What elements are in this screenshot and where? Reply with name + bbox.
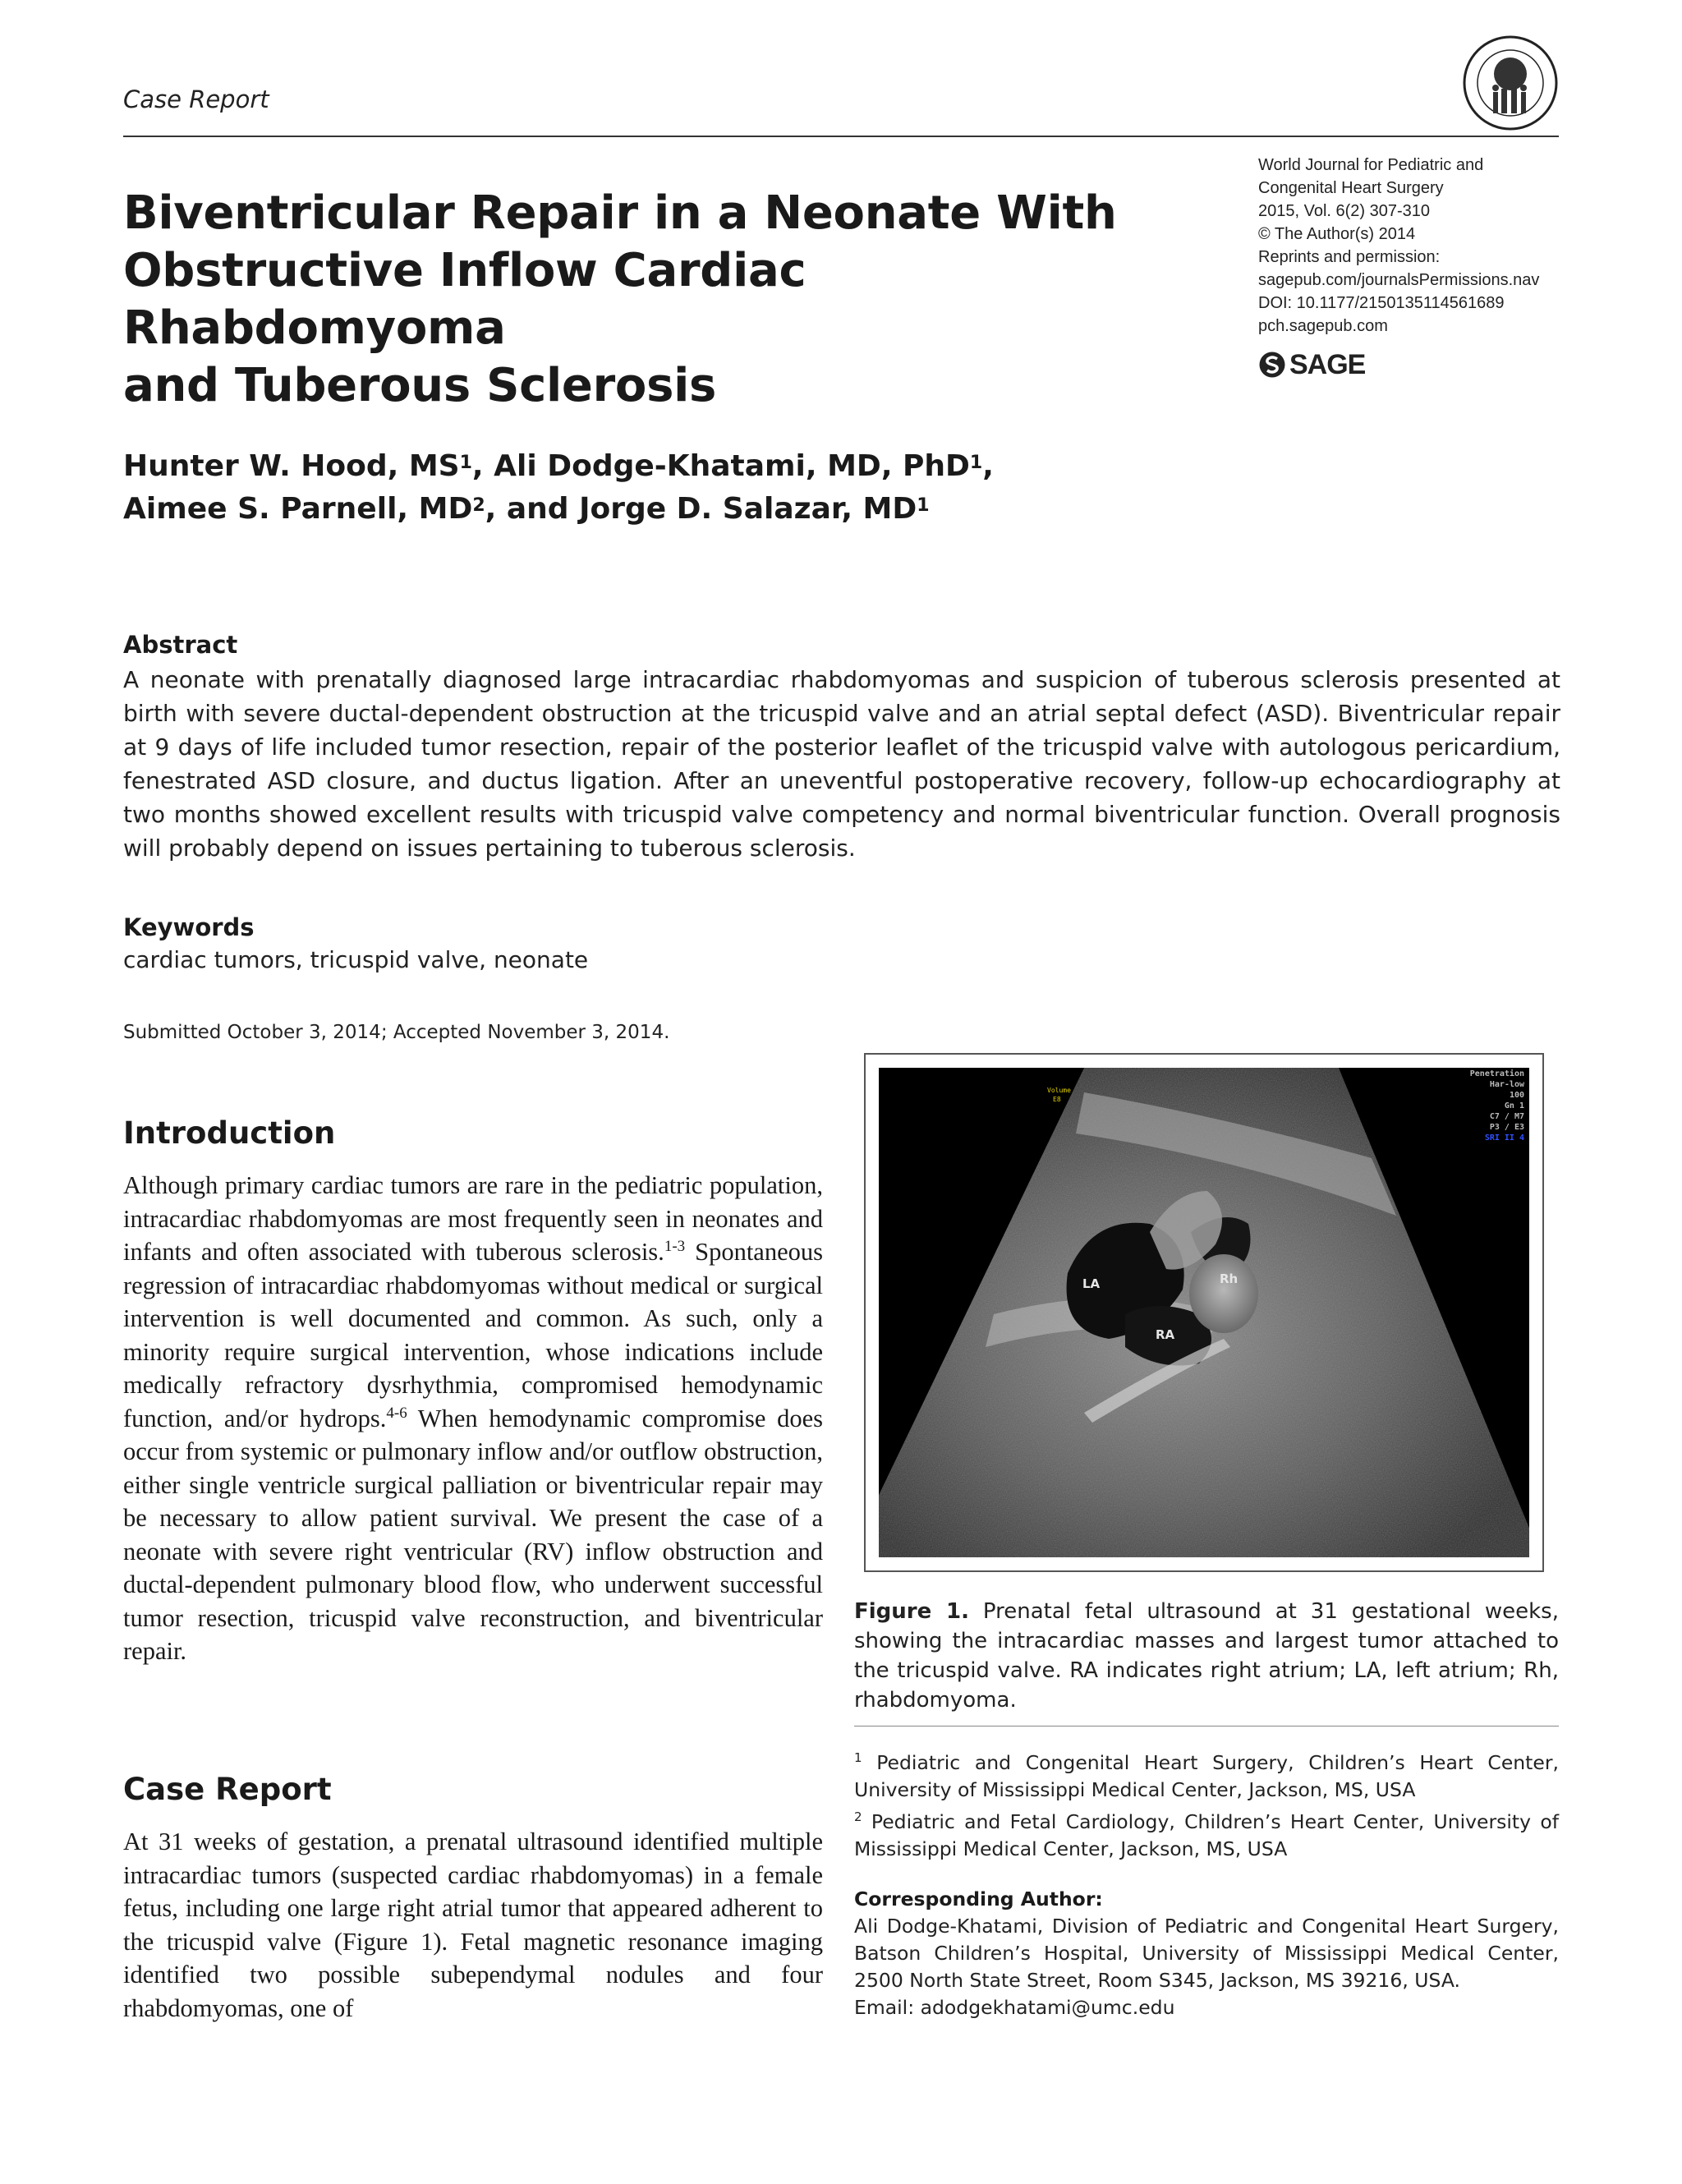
intro-text-part: Although primary cardiac tumors are rare in the pediatric population, intracardiac rhabdomyomas are most frequently seen in neonates and infants and often associated with tuberous sclerosis. [123, 1171, 823, 1266]
label-ra: RA [1156, 1327, 1175, 1342]
corresponding-author-email[interactable]: Email: adodgekhatami@umc.edu [854, 1996, 1175, 2019]
journal-info-line: 2015, Vol. 6(2) 307-310 [1258, 202, 1431, 220]
author-name: Aimee S. Parnell, MD [123, 492, 473, 526]
keywords-heading: Keywords [123, 913, 255, 941]
affiliation-mark: 1 [459, 453, 472, 473]
title-line: Obstructive Inflow Cardiac Rhabdomyoma [123, 244, 807, 355]
introduction-text [123, 1169, 823, 1668]
journal-info-line: Reprints and permission: [1258, 248, 1441, 266]
author-name: Ali Dodge-Khatami, MD, PhD [494, 449, 970, 483]
author-separator: , [471, 449, 494, 483]
affiliation-mark: 2 [472, 495, 485, 516]
author-separator: , and [485, 492, 580, 526]
abstract-text: A neonate with prenatally diagnosed large intracardiac rhabdomyomas and suspicion of tuberous sclerosis presented at birth with severe ductal-dependent obstruction at the tricuspid valve and an atrial septal defect (ASD). Biventricular repair at 9 days of life included tumor resection, repair of the posterior leaflet of the tricuspid valve with autologous pericardium, fenestrated ASD closure, and ductus ligation. After an uneventful postoperative recovery, follow-up echocardiography at two months showed excellent results with tricuspid valve competency and normal biventricular function. Overall prognosis will probably depend on issues pertaining to tuberous sclerosis. [123, 666, 1560, 862]
author-line [123, 488, 1191, 531]
overlay-right-text: Penetration [1469, 1069, 1524, 1078]
sage-logo [1258, 348, 1365, 381]
overlay-right-text: C7 / M7 [1489, 1112, 1524, 1121]
affiliation-text: Pediatric and Congenital Heart Surgery, Children’s Heart Center, University of Mississippi Medical Center, Jackson, MS, USA [854, 1750, 1559, 1801]
figure-label: Figure 1. [854, 1599, 969, 1624]
ultrasound-graphic [879, 1068, 1529, 1557]
overlay-right-text: 100 [1509, 1091, 1524, 1100]
intro-text-part: Spontaneous regression of intracardiac rhabdomyomas without medical or surgical intervention is well documented and common. As such, only a minority require surgical intervention, whose indications include medically refractory dysrhythmia, compromised hemodynamic function, and/or hydrops. [123, 1238, 823, 1432]
author-list [123, 445, 1191, 531]
journal-info-link[interactable]: pch.sagepub.com [1258, 317, 1388, 335]
affiliation-mark: 1 [969, 453, 983, 473]
overlay-left-text: Volume [1047, 1087, 1071, 1094]
keywords-text: cardiac tumors, tricuspid valve, neonate [123, 946, 589, 973]
corresponding-author-address: Ali Dodge-Khatami, Division of Pediatric and Congenital Heart Surgery, Batson Children’s Hospital, University of Mississippi Medical Center, 2500 North State Street, Room S345, Jackson, MS 39216, USA. [854, 1915, 1559, 1992]
affiliation-mark: 1 [917, 495, 930, 516]
case-report-text: At 31 weeks of gestation, a prenatal ultrasound identified multiple intracardiac tumors (suspected cardiac rhabdomyomas) in a female fetus, including one large right atrial tumor that appeared adherent to the tricuspid valve (Figure 1). Fetal magnetic resonance imaging identified two possible subependymal nodules and four rhabdomyomas, one of [123, 1828, 823, 2022]
overlay-right-text: SRI II 4 [1484, 1133, 1524, 1143]
title-line: Biventricular Repair in a Neonate With [123, 186, 1117, 240]
affiliation-2 [854, 1804, 1559, 1863]
ultrasound-image [879, 1068, 1529, 1557]
affiliation-mark: 1 [854, 1750, 862, 1765]
submission-dates: Submitted October 3, 2014; Accepted November 3, 2014. [123, 1022, 670, 1043]
journal-info-link[interactable]: sagepub.com/journalsPermissions.nav [1258, 271, 1540, 289]
affiliation-mark: 2 [854, 1809, 862, 1824]
author-line [123, 445, 1191, 488]
label-rh: Rh [1220, 1271, 1239, 1286]
figure-caption [854, 1597, 1559, 1715]
affiliations [854, 1745, 1559, 1863]
overlay-right-text: Gn 1 [1504, 1101, 1524, 1110]
affiliation-text: Pediatric and Fetal Cardiology, Children’s Heart Center, University of Mississippi Medical Center, Jackson, MS, USA [854, 1809, 1559, 1860]
journal-info-doi[interactable]: DOI: 10.1177/2150135114561689 [1258, 294, 1505, 312]
header-rule [123, 136, 1559, 137]
society-logo [1462, 34, 1559, 131]
corresponding-author [854, 1913, 1559, 2021]
overlay-right-text: P3 / E3 [1489, 1123, 1524, 1132]
journal-info [1258, 154, 1562, 338]
journal-info-line: © The Author(s) 2014 [1258, 225, 1416, 243]
journal-info-line: Congenital Heart Surgery [1258, 179, 1444, 197]
journal-info-line: World Journal for Pediatric and [1258, 156, 1484, 174]
section-label: Case Report [123, 85, 269, 113]
author-name: Jorge D. Salazar, MD [579, 492, 917, 526]
case-report-heading: Case Report [123, 1772, 332, 1807]
abstract-heading: Abstract [123, 631, 238, 659]
citation-ref[interactable]: 1-3 [664, 1237, 686, 1255]
author-separator: , [982, 449, 994, 483]
sage-s-icon [1258, 351, 1286, 379]
article-title [123, 185, 1183, 415]
sage-wordmark: SAGE [1289, 348, 1366, 380]
citation-ref[interactable]: 4-6 [386, 1404, 407, 1422]
footnote-rule [854, 1726, 1559, 1727]
corresponding-author-heading: Corresponding Author: [854, 1887, 1103, 1910]
author-name: Hunter W. Hood, MS [123, 449, 460, 483]
title-line: and Tuberous Sclerosis [123, 359, 717, 412]
overlay-left-text: E8 [1053, 1096, 1061, 1103]
introduction-heading: Introduction [123, 1115, 336, 1151]
intro-text-part: When hemodynamic compromise does occur from systemic or pulmonary inflow and/or outflow obstruction, either single ventricle surgical palliation or biventricular repair may be necessary to allow patient survival. We present the case of a neonate with severe right ventricular (RV) inflow obstruction and ductal-dependent pulmonary blood flow, who underwent successful tumor resection, tricuspid valve reconstruction, and biventricular repair. [123, 1404, 823, 1665]
figure-caption-text: Prenatal fetal ultrasound at 31 gestational weeks, showing the intracardiac masses and largest tumor attached to the tricuspid valve. RA indicates right atrium; LA, left atrium; Rh, rhabdomyoma. [854, 1599, 1559, 1713]
overlay-right-text: Har-low [1489, 1080, 1524, 1089]
label-la: LA [1082, 1276, 1101, 1291]
affiliation-1 [854, 1745, 1559, 1804]
